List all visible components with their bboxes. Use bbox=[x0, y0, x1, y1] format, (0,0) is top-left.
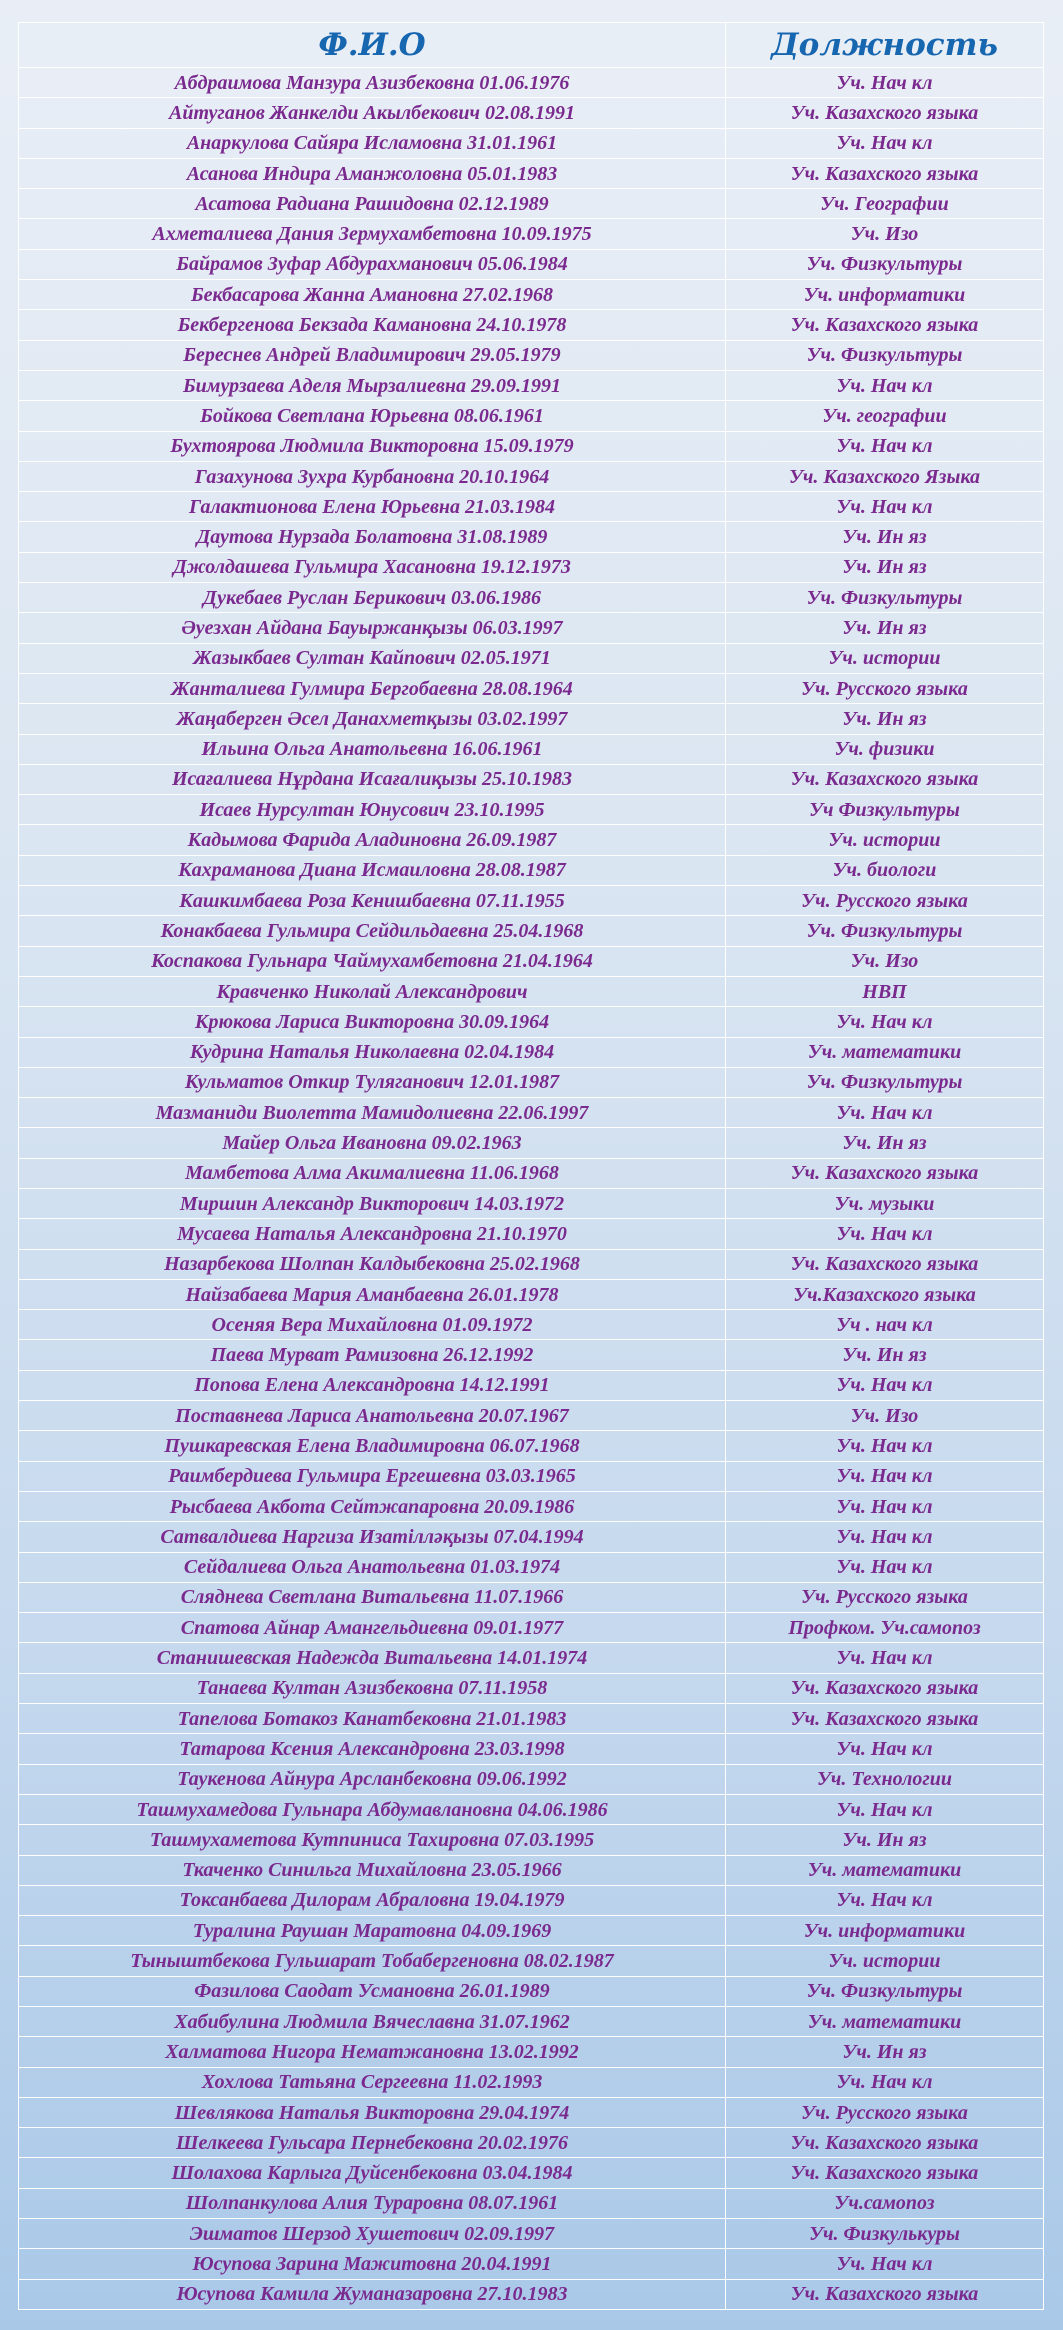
staff-position: Уч. истории bbox=[726, 825, 1044, 855]
staff-position: Уч. Ин яз bbox=[726, 552, 1044, 582]
staff-name: Спатова Айнар Амангельдиевна 09.01.1977 bbox=[19, 1613, 726, 1643]
table-row bbox=[19, 855, 1044, 885]
staff-name: Даутова Нурзада Болатовна 31.08.1989 bbox=[19, 522, 726, 552]
table-row bbox=[19, 431, 1044, 461]
table-row bbox=[19, 68, 1044, 98]
staff-name: Поставнева Лариса Анатольевна 20.07.1967 bbox=[19, 1401, 726, 1431]
table-row bbox=[19, 1370, 1044, 1400]
staff-position: Уч. истории bbox=[726, 643, 1044, 673]
staff-name: Тыныштбекова Гульшарат Тобабергеновна 08.02.1987 bbox=[19, 1946, 726, 1976]
staff-position: Уч. Русского языка bbox=[726, 673, 1044, 703]
staff-name: Майер Ольга Ивановна 09.02.1963 bbox=[19, 1128, 726, 1158]
staff-position: Уч. информатики bbox=[726, 280, 1044, 310]
table-row bbox=[19, 552, 1044, 582]
staff-name: Ткаченко Синильга Михайловна 23.05.1966 bbox=[19, 1855, 726, 1885]
staff-name: Кульматов Откир Туляганович 12.01.1987 bbox=[19, 1067, 726, 1097]
staff-position: Уч. Русского языка bbox=[726, 2097, 1044, 2127]
staff-name: Газахунова Зухра Курбановна 20.10.1964 bbox=[19, 461, 726, 491]
table-row bbox=[19, 795, 1044, 825]
staff-name: Мазманиди Виолетта Мамидолиевна 22.06.1997 bbox=[19, 1098, 726, 1128]
staff-name: Кахраманова Диана Исмаиловна 28.08.1987 bbox=[19, 855, 726, 885]
staff-name: Фазилова Саодат Усмановна 26.01.1989 bbox=[19, 1976, 726, 2006]
staff-name: Жаңаберген Әсел Данахметқызы 03.02.1997 bbox=[19, 704, 726, 734]
staff-position: НВП bbox=[726, 976, 1044, 1006]
table-row bbox=[19, 1310, 1044, 1340]
table-row bbox=[19, 2158, 1044, 2188]
staff-name: Бойкова Светлана Юрьевна 08.06.1961 bbox=[19, 401, 726, 431]
staff-position: Уч. Казахского языка bbox=[726, 1249, 1044, 1279]
staff-position: Профком. Уч.самопоз bbox=[726, 1613, 1044, 1643]
staff-position: Уч. Нач кл bbox=[726, 1431, 1044, 1461]
staff-position: Уч. Ин яз bbox=[726, 2037, 1044, 2067]
staff-position: Уч. Физкультуры bbox=[726, 249, 1044, 279]
staff-name: Ильина Ольга Анатольевна 16.06.1961 bbox=[19, 734, 726, 764]
table-row bbox=[19, 2279, 1044, 2309]
table-row bbox=[19, 734, 1044, 764]
table-row bbox=[19, 522, 1044, 552]
header-position: Должность bbox=[726, 23, 1044, 68]
staff-name: Галактионова Елена Юрьевна 21.03.1984 bbox=[19, 492, 726, 522]
table-row bbox=[19, 158, 1044, 188]
table-row bbox=[19, 1401, 1044, 1431]
header-row bbox=[19, 23, 1044, 68]
table-row bbox=[19, 1885, 1044, 1915]
table-row bbox=[19, 219, 1044, 249]
staff-name: Мамбетова Алма Акималиевна 11.06.1968 bbox=[19, 1158, 726, 1188]
staff-position: Уч. Русского языка bbox=[726, 886, 1044, 916]
staff-position: Уч. Изо bbox=[726, 1401, 1044, 1431]
staff-position: Уч. географии bbox=[726, 401, 1044, 431]
table-row bbox=[19, 1461, 1044, 1491]
header-name: Ф.И.О bbox=[19, 23, 726, 68]
staff-name: Халматова Нигора Нематжановна 13.02.1992 bbox=[19, 2037, 726, 2067]
staff-position: Уч. Нач кл bbox=[726, 1522, 1044, 1552]
staff-name: Пушкаревская Елена Владимировна 06.07.1968 bbox=[19, 1431, 726, 1461]
staff-name: Найзабаева Мария Аманбаевна 26.01.1978 bbox=[19, 1279, 726, 1309]
staff-position: Уч. Ин яз bbox=[726, 1128, 1044, 1158]
staff-name: Шолахова Карлыга Дуйсенбековна 03.04.1984 bbox=[19, 2158, 726, 2188]
staff-name: Шевлякова Наталья Викторовна 29.04.1974 bbox=[19, 2097, 726, 2127]
staff-name: Кудрина Наталья Николаевна 02.04.1984 bbox=[19, 1037, 726, 1067]
staff-name: Эшматов Шерзод Хушетович 02.09.1997 bbox=[19, 2219, 726, 2249]
staff-position: Уч Физкультуры bbox=[726, 795, 1044, 825]
staff-position: Уч. Географии bbox=[726, 189, 1044, 219]
table-row bbox=[19, 2097, 1044, 2127]
staff-position: Уч. математики bbox=[726, 1037, 1044, 1067]
table-row bbox=[19, 310, 1044, 340]
staff-position: Уч. Казахского языка bbox=[726, 310, 1044, 340]
staff-position: Уч . нач кл bbox=[726, 1310, 1044, 1340]
staff-name: Асатова Радиана Рашидовна 02.12.1989 bbox=[19, 189, 726, 219]
staff-table bbox=[18, 22, 1044, 2310]
staff-position: Уч. Нач кл bbox=[726, 2249, 1044, 2279]
staff-name: Дукебаев Руслан Берикович 03.06.1986 bbox=[19, 583, 726, 613]
table-row bbox=[19, 1734, 1044, 1764]
staff-name: Миршин Александр Викторович 14.03.1972 bbox=[19, 1188, 726, 1218]
staff-position: Уч. Нач кл bbox=[726, 1007, 1044, 1037]
staff-name: Байрамов Зуфар Абдурахманович 05.06.1984 bbox=[19, 249, 726, 279]
table-row bbox=[19, 1582, 1044, 1612]
staff-position: Уч. Изо bbox=[726, 946, 1044, 976]
table-row bbox=[19, 916, 1044, 946]
staff-name: Исаев Нурсултан Юнусович 23.10.1995 bbox=[19, 795, 726, 825]
staff-position: Уч. математики bbox=[726, 2007, 1044, 2037]
staff-name: Шолпанкулова Алия Тураровна 08.07.1961 bbox=[19, 2188, 726, 2218]
staff-position: Уч. Физкулькуры bbox=[726, 2219, 1044, 2249]
table-row bbox=[19, 1916, 1044, 1946]
table-row bbox=[19, 1613, 1044, 1643]
staff-position: Уч. Нач кл bbox=[726, 370, 1044, 400]
staff-position: Уч. Казахского языка bbox=[726, 98, 1044, 128]
staff-name: Юсупова Зарина Мажитовна 20.04.1991 bbox=[19, 2249, 726, 2279]
staff-name: Конакбаева Гульмира Сейдильдаевна 25.04.1968 bbox=[19, 916, 726, 946]
staff-position: Уч. Ин яз bbox=[726, 1340, 1044, 1370]
staff-position: Уч. Физкультуры bbox=[726, 340, 1044, 370]
staff-name: Абдраимова Манзура Азизбековна 01.06.1976 bbox=[19, 68, 726, 98]
table-row bbox=[19, 2007, 1044, 2037]
staff-name: Шелкеева Гульсара Пернебековна 20.02.1976 bbox=[19, 2128, 726, 2158]
staff-position: Уч. Казахского языка bbox=[726, 2158, 1044, 2188]
staff-name: Осеняя Вера Михайловна 01.09.1972 bbox=[19, 1310, 726, 1340]
staff-name: Әуезхан Айдана Бауыржанқызы 06.03.1997 bbox=[19, 613, 726, 643]
staff-name: Анаркулова Сайяра Исламовна 31.01.1961 bbox=[19, 128, 726, 158]
staff-position: Уч. Ин яз bbox=[726, 1825, 1044, 1855]
table-row bbox=[19, 1764, 1044, 1794]
staff-name: Юсупова Камила Жуманазаровна 27.10.1983 bbox=[19, 2279, 726, 2309]
staff-position: Уч. Технологии bbox=[726, 1764, 1044, 1794]
staff-position: Уч. информатики bbox=[726, 1916, 1044, 1946]
staff-position: Уч. Казахского языка bbox=[726, 1158, 1044, 1188]
staff-name: Ташмухаметова Кутпиниса Тахировна 07.03.1995 bbox=[19, 1825, 726, 1855]
staff-name: Бимурзаева Аделя Мырзалиевна 29.09.1991 bbox=[19, 370, 726, 400]
table-row bbox=[19, 1552, 1044, 1582]
staff-position: Уч. Ин яз bbox=[726, 522, 1044, 552]
staff-position: Уч. Физкультуры bbox=[726, 1067, 1044, 1097]
table-row bbox=[19, 1855, 1044, 1885]
table-row bbox=[19, 128, 1044, 158]
staff-name: Коспакова Гульнара Чаймухамбетовна 21.04.1964 bbox=[19, 946, 726, 976]
table-row bbox=[19, 1279, 1044, 1309]
staff-position: Уч. Нач кл bbox=[726, 1370, 1044, 1400]
staff-position: Уч. Физкультуры bbox=[726, 1976, 1044, 2006]
staff-name: Станишевская Надежда Витальевна 14.01.1974 bbox=[19, 1643, 726, 1673]
staff-name: Сейдалиева Ольга Анатольевна 01.03.1974 bbox=[19, 1552, 726, 1582]
table-row bbox=[19, 1128, 1044, 1158]
staff-name: Крюкова Лариса Викторовна 30.09.1964 bbox=[19, 1007, 726, 1037]
staff-name: Попова Елена Александровна 14.12.1991 bbox=[19, 1370, 726, 1400]
staff-name: Туралина Раушан Маратовна 04.09.1969 bbox=[19, 1916, 726, 1946]
table-row bbox=[19, 764, 1044, 794]
staff-position: Уч. музыки bbox=[726, 1188, 1044, 1218]
staff-position: Уч. Физкультуры bbox=[726, 583, 1044, 613]
staff-name: Кашкимбаева Роза Кенишбаевна 07.11.1955 bbox=[19, 886, 726, 916]
table-row bbox=[19, 886, 1044, 916]
table-row bbox=[19, 1431, 1044, 1461]
staff-position: Уч. Казахского языка bbox=[726, 2128, 1044, 2158]
staff-position: Уч. математики bbox=[726, 1855, 1044, 1885]
staff-position: Уч. Нач кл bbox=[726, 1885, 1044, 1915]
staff-name: Айтуганов Жанкелди Акылбекович 02.08.1991 bbox=[19, 98, 726, 128]
table-row bbox=[19, 189, 1044, 219]
table-row bbox=[19, 1188, 1044, 1218]
staff-position: Уч. Русского языка bbox=[726, 1582, 1044, 1612]
staff-position: Уч. Нач кл bbox=[726, 128, 1044, 158]
staff-name: Раимбердиева Гульмира Ергешевна 03.03.1965 bbox=[19, 1461, 726, 1491]
staff-name: Рысбаева Акбота Сейтжапаровна 20.09.1986 bbox=[19, 1491, 726, 1521]
staff-position: Уч. Нач кл bbox=[726, 492, 1044, 522]
table-row bbox=[19, 2188, 1044, 2218]
table-row bbox=[19, 1522, 1044, 1552]
table-row bbox=[19, 370, 1044, 400]
staff-name: Таукенова Айнура Арсланбековна 09.06.1992 bbox=[19, 1764, 726, 1794]
staff-position: Уч. Казахского языка bbox=[726, 764, 1044, 794]
table-row bbox=[19, 2037, 1044, 2067]
staff-name: Хохлова Татьяна Сергеевна 11.02.1993 bbox=[19, 2067, 726, 2097]
staff-name: Кадымова Фарида Аладиновна 26.09.1987 bbox=[19, 825, 726, 855]
staff-position: Уч. Нач кл bbox=[726, 1491, 1044, 1521]
table-row bbox=[19, 1067, 1044, 1097]
table-row bbox=[19, 98, 1044, 128]
staff-name: Мусаева Наталья Александровна 21.10.1970 bbox=[19, 1219, 726, 1249]
staff-position: Уч. Нач кл bbox=[726, 68, 1044, 98]
table-row bbox=[19, 2067, 1044, 2097]
table-row bbox=[19, 1249, 1044, 1279]
staff-position: Уч. Казахского языка bbox=[726, 158, 1044, 188]
staff-position: Уч. Ин яз bbox=[726, 613, 1044, 643]
staff-name: Бухтоярова Людмила Викторовна 15.09.1979 bbox=[19, 431, 726, 461]
staff-position: Уч.Казахского языка bbox=[726, 1279, 1044, 1309]
staff-name: Кравченко Николай Александрович bbox=[19, 976, 726, 1006]
staff-name: Сатвалдиева Наргиза Изатілләқызы 07.04.1994 bbox=[19, 1522, 726, 1552]
staff-name: Тапелова Ботакоз Канатбековна 21.01.1983 bbox=[19, 1704, 726, 1734]
staff-name: Бекбергенова Бекзада Камановна 24.10.1978 bbox=[19, 310, 726, 340]
table-row bbox=[19, 1098, 1044, 1128]
table-row bbox=[19, 2249, 1044, 2279]
table-row bbox=[19, 1673, 1044, 1703]
table-row bbox=[19, 583, 1044, 613]
staff-position: Уч. Физкультуры bbox=[726, 916, 1044, 946]
staff-position: Уч. Нач кл bbox=[726, 1219, 1044, 1249]
staff-name: Паева Мурват Рамизовна 26.12.1992 bbox=[19, 1340, 726, 1370]
table-row bbox=[19, 946, 1044, 976]
table-row bbox=[19, 280, 1044, 310]
staff-position: Уч. Нач кл bbox=[726, 1643, 1044, 1673]
table-row bbox=[19, 825, 1044, 855]
table-row bbox=[19, 1007, 1044, 1037]
table-row bbox=[19, 1825, 1044, 1855]
table-row bbox=[19, 1794, 1044, 1824]
staff-position: Уч. Казахского Языка bbox=[726, 461, 1044, 491]
staff-position: Уч. физики bbox=[726, 734, 1044, 764]
table-body bbox=[19, 68, 1044, 2310]
staff-position: Уч. Нач кл bbox=[726, 1794, 1044, 1824]
staff-name: Сляднева Светлана Витальевна 11.07.1966 bbox=[19, 1582, 726, 1612]
staff-position: Уч. Изо bbox=[726, 219, 1044, 249]
staff-name: Исағалиева Нұрдана Исағалиқызы 25.10.1983 bbox=[19, 764, 726, 794]
staff-position: Уч. Нач кл bbox=[726, 2067, 1044, 2097]
table-row bbox=[19, 401, 1044, 431]
table-row bbox=[19, 340, 1044, 370]
table-row bbox=[19, 1643, 1044, 1673]
staff-name: Татарова Ксения Александровна 23.03.1998 bbox=[19, 1734, 726, 1764]
table-row bbox=[19, 613, 1044, 643]
table-row bbox=[19, 1037, 1044, 1067]
staff-name: Джолдашева Гульмира Хасановна 19.12.1973 bbox=[19, 552, 726, 582]
staff-name: Жазыкбаев Султан Кайпович 02.05.1971 bbox=[19, 643, 726, 673]
staff-position: Уч. Казахского языка bbox=[726, 1704, 1044, 1734]
table-row bbox=[19, 704, 1044, 734]
table-row bbox=[19, 492, 1044, 522]
table-row bbox=[19, 1491, 1044, 1521]
table-row bbox=[19, 673, 1044, 703]
table-row bbox=[19, 1704, 1044, 1734]
table-row bbox=[19, 2219, 1044, 2249]
staff-name: Ахметалиева Дания Зермухамбетовна 10.09.1975 bbox=[19, 219, 726, 249]
staff-position: Уч. истории bbox=[726, 1946, 1044, 1976]
staff-position: Уч. Казахского языка bbox=[726, 2279, 1044, 2309]
table-row bbox=[19, 249, 1044, 279]
table-row bbox=[19, 1340, 1044, 1370]
staff-name: Токсанбаева Дилорам Абраловна 19.04.1979 bbox=[19, 1885, 726, 1915]
staff-name: Танаева Култан Азизбековна 07.11.1958 bbox=[19, 1673, 726, 1703]
staff-name: Асанова Индира Аманжоловна 05.01.1983 bbox=[19, 158, 726, 188]
table-row bbox=[19, 1976, 1044, 2006]
table-row bbox=[19, 2128, 1044, 2158]
table-row bbox=[19, 643, 1044, 673]
staff-name: Жанталиева Гулмира Бергобаевна 28.08.1964 bbox=[19, 673, 726, 703]
staff-position: Уч. Нач кл bbox=[726, 1552, 1044, 1582]
staff-position: Уч. Казахского языка bbox=[726, 1673, 1044, 1703]
staff-position: Уч.самопоз bbox=[726, 2188, 1044, 2218]
staff-name: Ташмухамедова Гульнара Абдумавлановна 04.06.1986 bbox=[19, 1794, 726, 1824]
staff-position: Уч. Нач кл bbox=[726, 1734, 1044, 1764]
staff-name: Назарбекова Шолпан Калдыбековна 25.02.1968 bbox=[19, 1249, 726, 1279]
table-row bbox=[19, 1158, 1044, 1188]
staff-name: Береснев Андрей Владимирович 29.05.1979 bbox=[19, 340, 726, 370]
staff-position: Уч. Нач кл bbox=[726, 1098, 1044, 1128]
table-row bbox=[19, 976, 1044, 1006]
staff-position: Уч. Нач кл bbox=[726, 1461, 1044, 1491]
table-row bbox=[19, 1219, 1044, 1249]
staff-position: Уч. биологи bbox=[726, 855, 1044, 885]
staff-name: Хабибулина Людмила Вячеславна 31.07.1962 bbox=[19, 2007, 726, 2037]
staff-name: Бекбасарова Жанна Амановна 27.02.1968 bbox=[19, 280, 726, 310]
table-row bbox=[19, 461, 1044, 491]
staff-position: Уч. Нач кл bbox=[726, 431, 1044, 461]
staff-position: Уч. Ин яз bbox=[726, 704, 1044, 734]
table-row bbox=[19, 1946, 1044, 1976]
